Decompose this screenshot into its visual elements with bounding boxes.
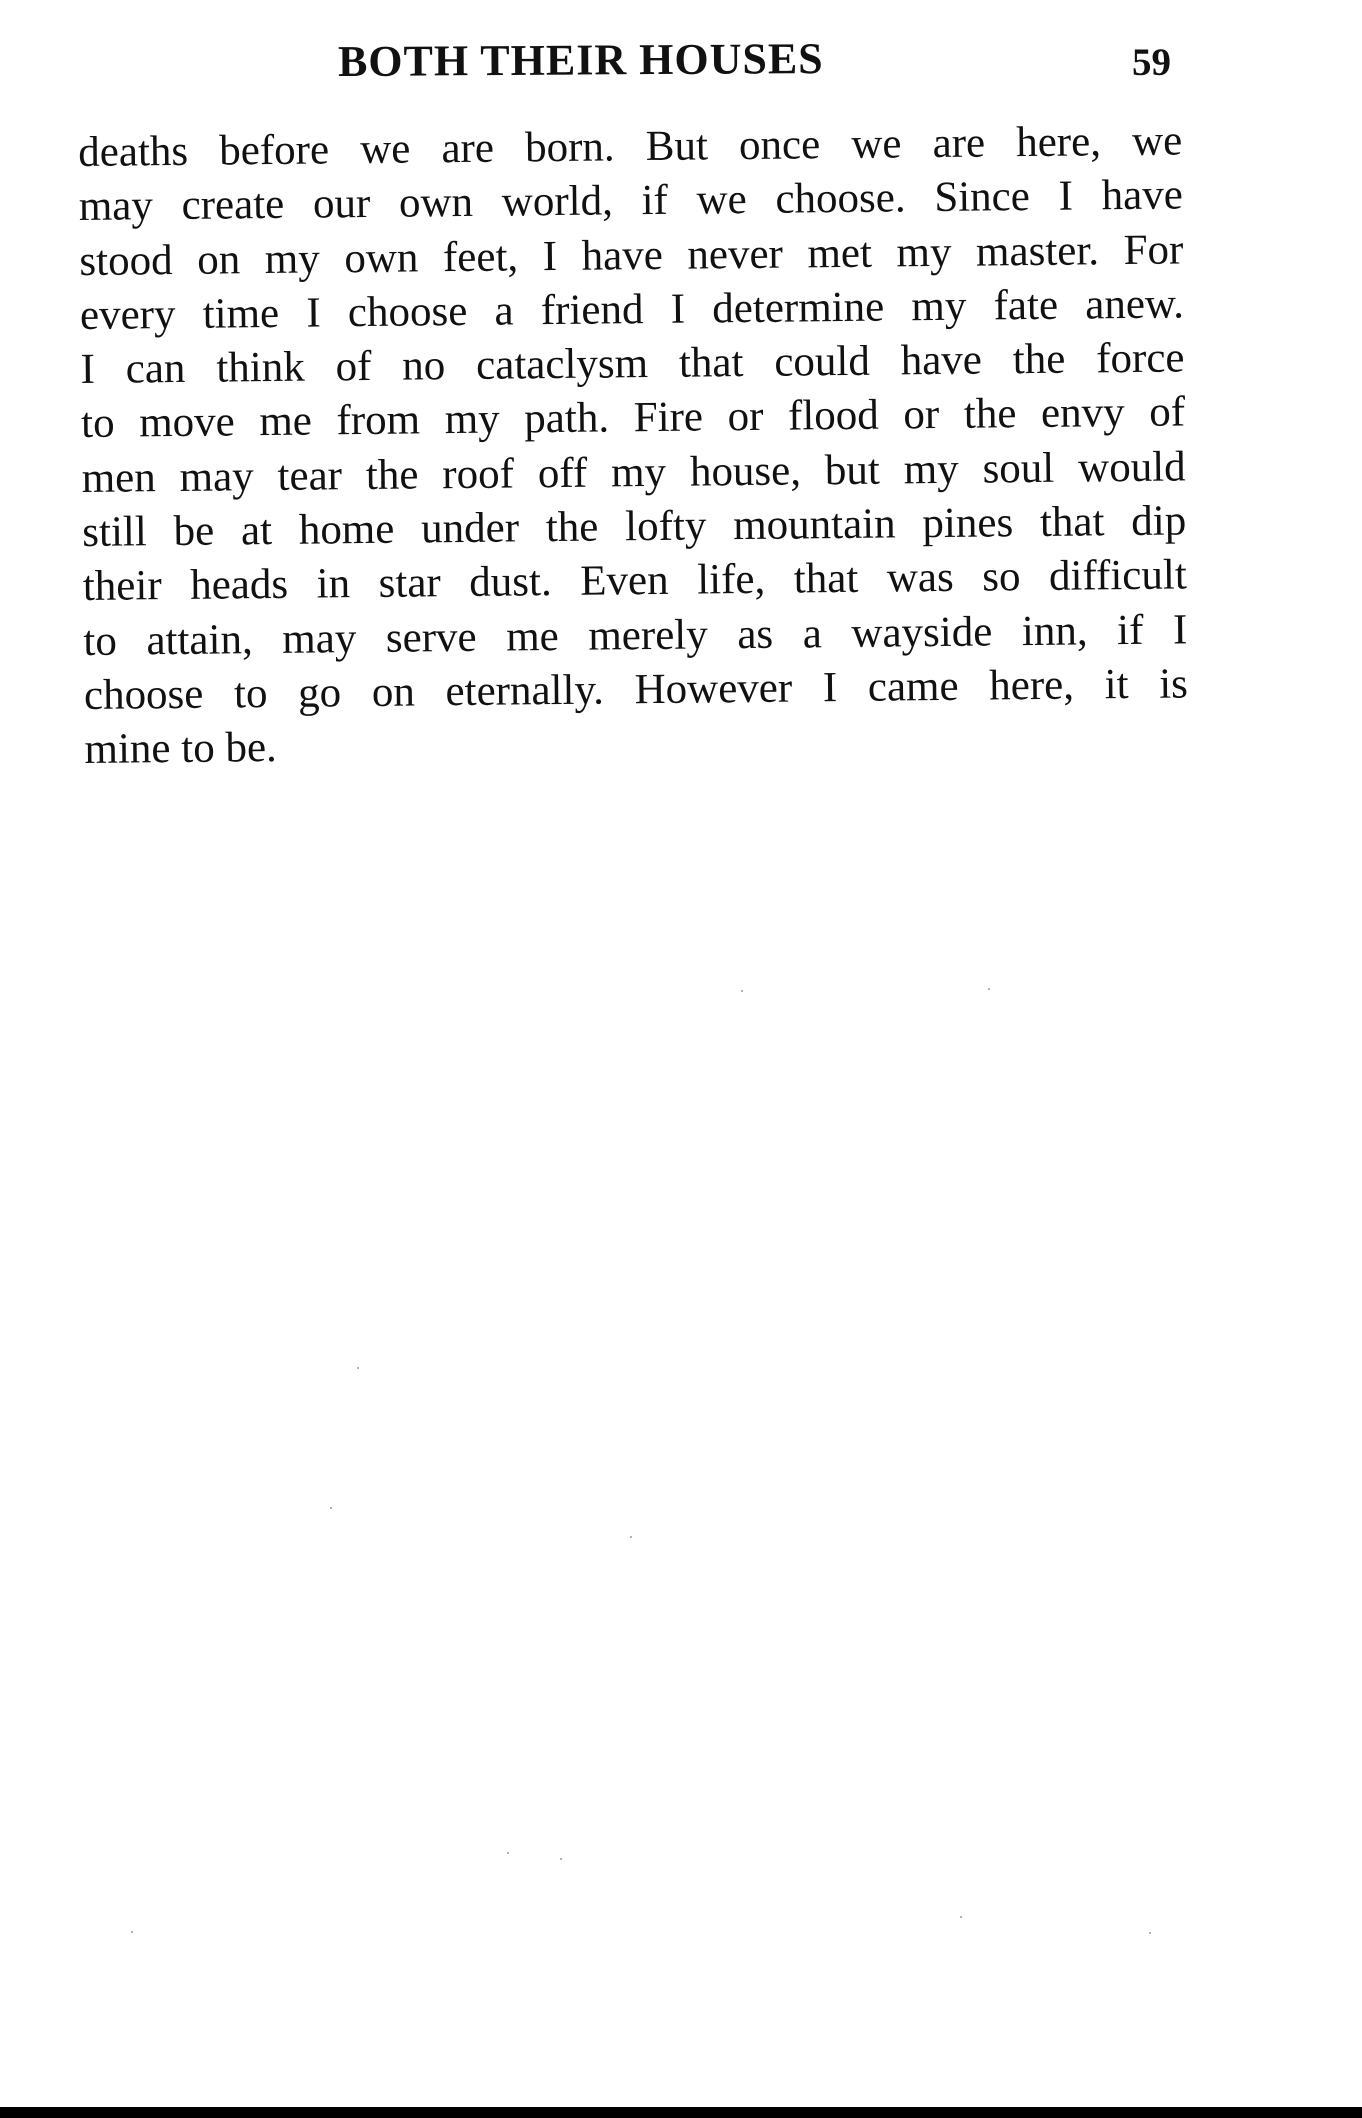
- scan-speck: [741, 990, 743, 992]
- text-line: still be at home under the lofty mountain pines that dip: [82, 497, 1187, 557]
- scan-speck: [988, 988, 990, 990]
- scan-speck: [1149, 1932, 1151, 1934]
- scan-speck: [560, 1858, 562, 1860]
- body-paragraph: [78, 114, 1189, 777]
- text-line: choose to go on eternally. However I came here, it is: [83, 660, 1189, 719]
- text-line: their heads in star dust. Even life, that was so difficult: [82, 551, 1188, 611]
- scan-speck: [960, 1916, 962, 1918]
- text-line: may create our own world, if we choose. Since I have: [78, 171, 1184, 231]
- scan-speck: [330, 1507, 332, 1509]
- scan-bottom-edge: [0, 2107, 1362, 2118]
- scan-speck: [507, 1852, 509, 1854]
- text-line: mine to be.: [84, 724, 278, 774]
- scan-speck: [630, 1536, 632, 1538]
- text-line: men may tear the roof off my house, but my soul would: [81, 443, 1186, 502]
- running-title: BOTH THEIR HOUSES: [337, 34, 824, 86]
- text-line: deaths before we are born. But once we are here, we: [78, 117, 1183, 176]
- running-head: [0, 36, 1362, 96]
- text-line: every time I choose a friend I determine my fate anew.: [79, 280, 1185, 339]
- text-line: to move me from my path. Fire or flood or the envy of: [80, 388, 1186, 448]
- scan-speck: [131, 1931, 133, 1933]
- text-line: to attain, may serve me merely as a wayside inn, if I: [83, 606, 1188, 665]
- text-line: stood on my own feet, I have never met my master. For: [79, 226, 1184, 285]
- scan-speck: [357, 1367, 359, 1369]
- text-line: I can think of no cataclysm that could have the force: [80, 334, 1185, 394]
- page-number: 59: [1132, 41, 1171, 84]
